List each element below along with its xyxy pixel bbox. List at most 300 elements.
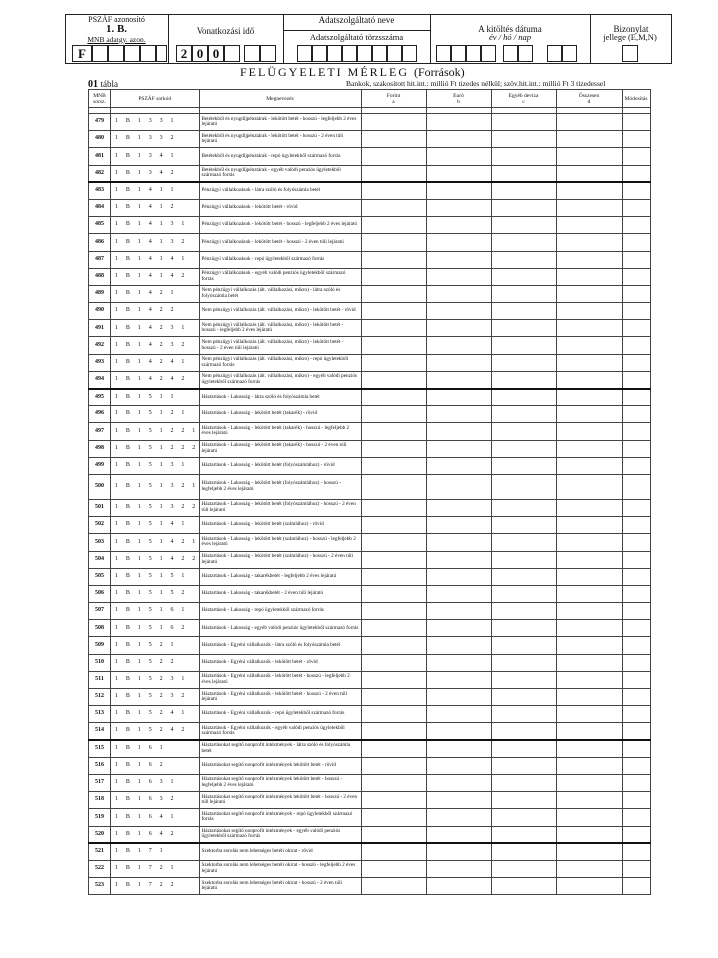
provider-reg-digit[interactable] — [342, 45, 357, 62]
remark-cell[interactable] — [622, 406, 650, 423]
value-euro-cell[interactable] — [426, 517, 491, 534]
table-row — [89, 217, 651, 234]
value-total-cell[interactable] — [556, 440, 622, 457]
value-total-cell[interactable] — [556, 774, 622, 791]
date-digit-box[interactable] — [547, 45, 562, 62]
value-forint-cell[interactable] — [361, 620, 426, 637]
value-other-currency-cell[interactable] — [491, 843, 556, 860]
period-digit-box[interactable]: 0 — [208, 45, 224, 62]
value-forint-cell[interactable] — [361, 234, 426, 251]
row-description: Betétekből és nyugdíjpénztárak - egyéb valódi penziós ügyletekből származó forrás — [199, 165, 361, 182]
remark-cell[interactable] — [622, 199, 650, 216]
value-forint-cell[interactable] — [361, 337, 426, 354]
remark-cell[interactable] — [622, 671, 650, 688]
value-euro-cell[interactable] — [426, 371, 491, 388]
value-total-cell[interactable] — [556, 457, 622, 474]
value-other-currency-cell[interactable] — [491, 551, 556, 568]
value-forint-cell[interactable] — [361, 182, 426, 199]
value-forint-cell[interactable] — [361, 860, 426, 877]
value-total-cell[interactable] — [556, 809, 622, 826]
remark-cell[interactable] — [622, 826, 650, 843]
value-forint-cell[interactable] — [361, 285, 426, 302]
remark-cell[interactable] — [622, 268, 650, 285]
table-row — [89, 148, 651, 165]
row-number: 518 — [89, 792, 111, 809]
value-euro-cell[interactable] — [426, 654, 491, 671]
value-euro-cell[interactable] — [426, 740, 491, 757]
remark-cell[interactable] — [622, 474, 650, 499]
value-total-cell[interactable] — [556, 131, 622, 148]
value-total-cell[interactable] — [556, 723, 622, 740]
value-euro-cell[interactable] — [426, 551, 491, 568]
row-description: Nem pénzügyi vállalkozás (ált. vállalkozási, mikro) - lekötött betét - hosszú - legfeljebb 2 éves lejáratú — [199, 320, 361, 337]
value-other-currency-cell[interactable] — [491, 457, 556, 474]
value-total-cell[interactable] — [556, 114, 622, 131]
remark-cell[interactable] — [622, 757, 650, 774]
value-euro-cell[interactable] — [426, 603, 491, 620]
provider-reg-digit[interactable] — [402, 45, 417, 62]
value-euro-cell[interactable] — [426, 440, 491, 457]
value-other-currency-cell[interactable] — [491, 217, 556, 234]
value-total-cell[interactable] — [556, 251, 622, 268]
row-code: 1 B 1 4 1 4 2 — [111, 268, 200, 285]
value-other-currency-cell[interactable] — [491, 114, 556, 131]
value-forint-cell[interactable] — [361, 757, 426, 774]
value-total-cell[interactable] — [556, 517, 622, 534]
value-euro-cell[interactable] — [426, 457, 491, 474]
row-code: 1 B 1 5 2 3 2 — [111, 689, 200, 706]
value-total-cell[interactable] — [556, 689, 622, 706]
remark-cell[interactable] — [622, 251, 650, 268]
value-euro-cell[interactable] — [426, 757, 491, 774]
value-forint-cell[interactable] — [361, 303, 426, 320]
remark-cell[interactable] — [622, 285, 650, 302]
value-euro-cell[interactable] — [426, 285, 491, 302]
value-forint-cell[interactable] — [361, 809, 426, 826]
value-other-currency-cell[interactable] — [491, 637, 556, 654]
remark-cell[interactable] — [622, 148, 650, 165]
date-digit-box[interactable] — [466, 45, 481, 62]
date-digit-box[interactable] — [562, 45, 577, 62]
row-code: 1 B 1 4 2 2 — [111, 303, 200, 320]
row-code: 1 B 1 6 2 — [111, 757, 200, 774]
table-row — [89, 671, 651, 688]
row-code: 1 B 1 6 1 — [111, 740, 200, 757]
remark-cell[interactable] — [622, 878, 650, 895]
value-euro-cell[interactable] — [426, 637, 491, 654]
value-other-currency-cell[interactable] — [491, 585, 556, 602]
value-euro-cell[interactable] — [426, 268, 491, 285]
date-digit-box[interactable] — [436, 45, 451, 62]
table-row — [89, 860, 651, 877]
value-forint-cell[interactable] — [361, 723, 426, 740]
value-euro-cell[interactable] — [426, 337, 491, 354]
remark-cell[interactable] — [622, 792, 650, 809]
value-euro-cell[interactable] — [426, 199, 491, 216]
value-forint-cell[interactable] — [361, 637, 426, 654]
value-other-currency-cell[interactable] — [491, 603, 556, 620]
value-total-cell[interactable] — [556, 706, 622, 723]
remark-cell[interactable] — [622, 457, 650, 474]
page-title — [240, 66, 540, 79]
value-other-currency-cell[interactable] — [491, 740, 556, 757]
period-digit-box[interactable]: 2 — [176, 45, 192, 62]
value-forint-cell[interactable] — [361, 671, 426, 688]
provider-divider — [283, 30, 430, 31]
value-other-currency-cell[interactable] — [491, 534, 556, 551]
row-description: Háztartások - Lakosság - látra szóló és folyószámla betét — [199, 389, 361, 406]
value-total-cell[interactable] — [556, 217, 622, 234]
value-euro-cell[interactable] — [426, 182, 491, 199]
value-euro-cell[interactable] — [426, 354, 491, 371]
value-total-cell[interactable] — [556, 182, 622, 199]
row-code: 1 B 1 4 1 1 — [111, 182, 200, 199]
value-forint-cell[interactable] — [361, 217, 426, 234]
col-header-other — [491, 90, 556, 108]
value-forint-cell[interactable] — [361, 568, 426, 585]
value-total-cell[interactable] — [556, 268, 622, 285]
value-forint-cell[interactable] — [361, 114, 426, 131]
row-description: Nem pénzügyi vállalkozás (ált. vállalkozási, mikro) - látra szóló és folyószámla betét — [199, 285, 361, 302]
value-total-cell[interactable] — [556, 671, 622, 688]
value-other-currency-cell[interactable] — [491, 148, 556, 165]
value-total-cell[interactable] — [556, 165, 622, 182]
remark-cell[interactable] — [622, 234, 650, 251]
value-forint-cell[interactable] — [361, 551, 426, 568]
period-label: Vonatkozási idő — [196, 26, 255, 36]
value-forint-cell[interactable] — [361, 131, 426, 148]
value-total-cell[interactable] — [556, 654, 622, 671]
provider-reg-digit[interactable] — [327, 45, 342, 62]
value-other-currency-cell[interactable] — [491, 320, 556, 337]
remark-cell[interactable] — [622, 337, 650, 354]
value-euro-cell[interactable] — [426, 723, 491, 740]
provider-reg-digit[interactable] — [297, 45, 312, 62]
value-other-currency-cell[interactable] — [491, 826, 556, 843]
value-euro-cell[interactable] — [426, 534, 491, 551]
value-other-currency-cell[interactable] — [491, 199, 556, 216]
remark-cell[interactable] — [622, 114, 650, 131]
value-total-cell[interactable] — [556, 406, 622, 423]
value-forint-cell[interactable] — [361, 499, 426, 516]
value-forint-cell[interactable] — [361, 406, 426, 423]
value-total-cell[interactable] — [556, 285, 622, 302]
value-forint-cell[interactable] — [361, 320, 426, 337]
fill-date-label: A kitöltés dátuma — [478, 24, 542, 34]
period-digit-box[interactable] — [244, 45, 260, 62]
value-other-currency-cell[interactable] — [491, 620, 556, 637]
provider-reg-digit[interactable] — [312, 45, 327, 62]
value-other-currency-cell[interactable] — [491, 423, 556, 440]
value-total-cell[interactable] — [556, 199, 622, 216]
remark-cell[interactable] — [622, 131, 650, 148]
value-forint-cell[interactable] — [361, 792, 426, 809]
remark-cell[interactable] — [622, 723, 650, 740]
row-code: 1 B 1 5 2 4 1 — [111, 706, 200, 723]
row-code: 1 B 1 5 1 3 2 1 — [111, 474, 200, 499]
row-description: Háztartásokat segítő nonprofit intézmények lekötött betét - rövid — [199, 757, 361, 774]
table-row — [89, 251, 651, 268]
remark-cell[interactable] — [622, 499, 650, 516]
form-letter-box[interactable]: F — [72, 45, 92, 62]
value-euro-cell[interactable] — [426, 706, 491, 723]
value-euro-cell[interactable] — [426, 585, 491, 602]
value-other-currency-cell[interactable] — [491, 406, 556, 423]
value-total-cell[interactable] — [556, 337, 622, 354]
value-other-currency-cell[interactable] — [491, 371, 556, 388]
value-other-currency-cell[interactable] — [491, 706, 556, 723]
value-euro-cell[interactable] — [426, 671, 491, 688]
value-total-cell[interactable] — [556, 389, 622, 406]
value-other-currency-cell[interactable] — [491, 499, 556, 516]
id-digit-box[interactable] — [92, 45, 108, 62]
value-forint-cell[interactable] — [361, 878, 426, 895]
table-row — [89, 320, 651, 337]
value-forint-cell[interactable] — [361, 165, 426, 182]
col-letter-a: a — [392, 98, 395, 105]
remark-cell[interactable] — [622, 534, 650, 551]
value-other-currency-cell[interactable] — [491, 268, 556, 285]
value-forint-cell[interactable] — [361, 740, 426, 757]
value-forint-cell[interactable] — [361, 474, 426, 499]
value-forint-cell[interactable] — [361, 457, 426, 474]
period-digit-box[interactable] — [260, 45, 276, 62]
value-forint-cell[interactable] — [361, 826, 426, 843]
value-forint-cell[interactable] — [361, 354, 426, 371]
value-euro-cell[interactable] — [426, 474, 491, 499]
value-euro-cell[interactable] — [426, 131, 491, 148]
value-total-cell[interactable] — [556, 740, 622, 757]
row-description: Háztartások - Lakosság - lekötött betét (számlához) - hosszú - legfeljebb 2 éves lejáratú — [199, 534, 361, 551]
remark-cell[interactable] — [622, 320, 650, 337]
value-other-currency-cell[interactable] — [491, 723, 556, 740]
value-total-cell[interactable] — [556, 637, 622, 654]
value-total-cell[interactable] — [556, 585, 622, 602]
value-forint-cell[interactable] — [361, 689, 426, 706]
date-digit-box[interactable] — [481, 45, 496, 62]
value-forint-cell[interactable] — [361, 603, 426, 620]
remark-cell[interactable] — [622, 440, 650, 457]
value-total-cell[interactable] — [556, 354, 622, 371]
table-row — [89, 706, 651, 723]
value-other-currency-cell[interactable] — [491, 234, 556, 251]
value-euro-cell[interactable] — [426, 217, 491, 234]
value-euro-cell[interactable] — [426, 499, 491, 516]
row-code: 1 B 1 6 3 1 — [111, 774, 200, 791]
value-euro-cell[interactable] — [426, 234, 491, 251]
value-other-currency-cell[interactable] — [491, 354, 556, 371]
remark-cell[interactable] — [622, 620, 650, 637]
value-other-currency-cell[interactable] — [491, 337, 556, 354]
id-digit-box[interactable] — [124, 45, 140, 62]
col-letter-d: d — [587, 98, 591, 105]
row-number: 496 — [89, 406, 111, 423]
value-total-cell[interactable] — [556, 843, 622, 860]
value-forint-cell[interactable] — [361, 517, 426, 534]
provider-reg-digit[interactable] — [357, 45, 372, 62]
remark-cell[interactable] — [622, 568, 650, 585]
value-total-cell[interactable] — [556, 320, 622, 337]
value-total-cell[interactable] — [556, 534, 622, 551]
value-forint-cell[interactable] — [361, 534, 426, 551]
value-euro-cell[interactable] — [426, 320, 491, 337]
date-digit-box[interactable] — [518, 45, 533, 62]
value-other-currency-cell[interactable] — [491, 182, 556, 199]
value-other-currency-cell[interactable] — [491, 440, 556, 457]
value-forint-cell[interactable] — [361, 199, 426, 216]
value-other-currency-cell[interactable] — [491, 568, 556, 585]
period-digit-box[interactable]: 0 — [192, 45, 208, 62]
provider-reg-digit[interactable] — [372, 45, 387, 62]
value-euro-cell[interactable] — [426, 826, 491, 843]
remark-cell[interactable] — [622, 182, 650, 199]
col-header-euro — [426, 90, 491, 108]
value-forint-cell[interactable] — [361, 251, 426, 268]
value-forint-cell[interactable] — [361, 585, 426, 602]
value-other-currency-cell[interactable] — [491, 165, 556, 182]
value-euro-cell[interactable] — [426, 406, 491, 423]
value-other-currency-cell[interactable] — [491, 389, 556, 406]
value-euro-cell[interactable] — [426, 809, 491, 826]
value-total-cell[interactable] — [556, 371, 622, 388]
remark-cell[interactable] — [622, 165, 650, 182]
value-euro-cell[interactable] — [426, 878, 491, 895]
table-row — [89, 774, 651, 791]
value-euro-cell[interactable] — [426, 774, 491, 791]
table-row — [89, 826, 651, 843]
row-description: Háztartások - Egyéni vállalkozók - lekötött betét - rövid — [199, 654, 361, 671]
value-other-currency-cell[interactable] — [491, 792, 556, 809]
value-other-currency-cell[interactable] — [491, 654, 556, 671]
col-header-total-label: Összesen — [578, 92, 600, 99]
period-digit-box[interactable] — [224, 45, 240, 62]
value-forint-cell[interactable] — [361, 148, 426, 165]
value-euro-cell[interactable] — [426, 423, 491, 440]
value-euro-cell[interactable] — [426, 843, 491, 860]
remark-cell[interactable] — [622, 860, 650, 877]
value-forint-cell[interactable] — [361, 706, 426, 723]
remark-cell[interactable] — [622, 585, 650, 602]
remark-cell[interactable] — [622, 706, 650, 723]
row-number: 506 — [89, 585, 111, 602]
id-digit-box[interactable] — [156, 45, 167, 62]
remark-cell[interactable] — [622, 423, 650, 440]
remark-cell[interactable] — [622, 389, 650, 406]
value-euro-cell[interactable] — [426, 251, 491, 268]
value-other-currency-cell[interactable] — [491, 251, 556, 268]
remark-cell[interactable] — [622, 637, 650, 654]
value-total-cell[interactable] — [556, 757, 622, 774]
value-other-currency-cell[interactable] — [491, 474, 556, 499]
row-description: Pénzügyi vállalkozások - látra szóló és folyószámla betét — [199, 182, 361, 199]
provider-reg-digit[interactable] — [387, 45, 402, 62]
value-total-cell[interactable] — [556, 792, 622, 809]
date-digit-box[interactable] — [451, 45, 466, 62]
value-euro-cell[interactable] — [426, 148, 491, 165]
remark-cell[interactable] — [622, 689, 650, 706]
value-other-currency-cell[interactable] — [491, 689, 556, 706]
col-header-other-label: Egyéb deviza — [508, 92, 539, 99]
remark-cell[interactable] — [622, 809, 650, 826]
provider-reg-label: Adatszolgáltató törzsszáma — [309, 32, 404, 42]
table-row — [89, 199, 651, 216]
id-digit-box[interactable] — [140, 45, 156, 62]
value-forint-cell[interactable] — [361, 268, 426, 285]
value-forint-cell[interactable] — [361, 389, 426, 406]
value-other-currency-cell[interactable] — [491, 878, 556, 895]
remark-cell[interactable] — [622, 551, 650, 568]
value-other-currency-cell[interactable] — [491, 860, 556, 877]
value-other-currency-cell[interactable] — [491, 517, 556, 534]
value-euro-cell[interactable] — [426, 792, 491, 809]
value-total-cell[interactable] — [556, 826, 622, 843]
value-total-cell[interactable] — [556, 860, 622, 877]
value-forint-cell[interactable] — [361, 774, 426, 791]
value-other-currency-cell[interactable] — [491, 809, 556, 826]
id-digit-box[interactable] — [108, 45, 124, 62]
value-euro-cell[interactable] — [426, 620, 491, 637]
value-forint-cell[interactable] — [361, 843, 426, 860]
value-total-cell[interactable] — [556, 878, 622, 895]
value-euro-cell[interactable] — [426, 114, 491, 131]
value-forint-cell[interactable] — [361, 440, 426, 457]
value-total-cell[interactable] — [556, 474, 622, 499]
document-type-label-2: jellege (E,M,N) — [603, 32, 657, 42]
row-number: 488 — [89, 268, 111, 285]
remark-cell[interactable] — [622, 654, 650, 671]
value-euro-cell[interactable] — [426, 689, 491, 706]
value-forint-cell[interactable] — [361, 654, 426, 671]
remark-cell[interactable] — [622, 603, 650, 620]
remark-cell[interactable] — [622, 517, 650, 534]
value-total-cell[interactable] — [556, 603, 622, 620]
remark-cell[interactable] — [622, 371, 650, 388]
value-total-cell[interactable] — [556, 148, 622, 165]
value-euro-cell[interactable] — [426, 303, 491, 320]
value-other-currency-cell[interactable] — [491, 303, 556, 320]
value-total-cell[interactable] — [556, 303, 622, 320]
value-total-cell[interactable] — [556, 423, 622, 440]
value-other-currency-cell[interactable] — [491, 671, 556, 688]
value-other-currency-cell[interactable] — [491, 285, 556, 302]
remark-cell[interactable] — [622, 740, 650, 757]
date-digit-box[interactable] — [503, 45, 518, 62]
table-row — [89, 182, 651, 199]
remark-cell[interactable] — [622, 217, 650, 234]
value-other-currency-cell[interactable] — [491, 774, 556, 791]
value-euro-cell[interactable] — [426, 860, 491, 877]
document-type-box[interactable] — [622, 45, 638, 62]
remark-cell[interactable] — [622, 354, 650, 371]
value-other-currency-cell[interactable] — [491, 757, 556, 774]
row-number: 480 — [89, 131, 111, 148]
value-forint-cell[interactable] — [361, 371, 426, 388]
value-other-currency-cell[interactable] — [491, 131, 556, 148]
value-euro-cell[interactable] — [426, 568, 491, 585]
value-euro-cell[interactable] — [426, 389, 491, 406]
value-total-cell[interactable] — [556, 234, 622, 251]
value-total-cell[interactable] — [556, 568, 622, 585]
pszaf-id-label: PSZÁF azonosító — [88, 15, 145, 24]
remark-cell[interactable] — [622, 774, 650, 791]
value-euro-cell[interactable] — [426, 165, 491, 182]
remark-cell[interactable] — [622, 303, 650, 320]
value-forint-cell[interactable] — [361, 423, 426, 440]
remark-cell[interactable] — [622, 843, 650, 860]
value-total-cell[interactable] — [556, 499, 622, 516]
value-total-cell[interactable] — [556, 620, 622, 637]
value-total-cell[interactable] — [556, 551, 622, 568]
